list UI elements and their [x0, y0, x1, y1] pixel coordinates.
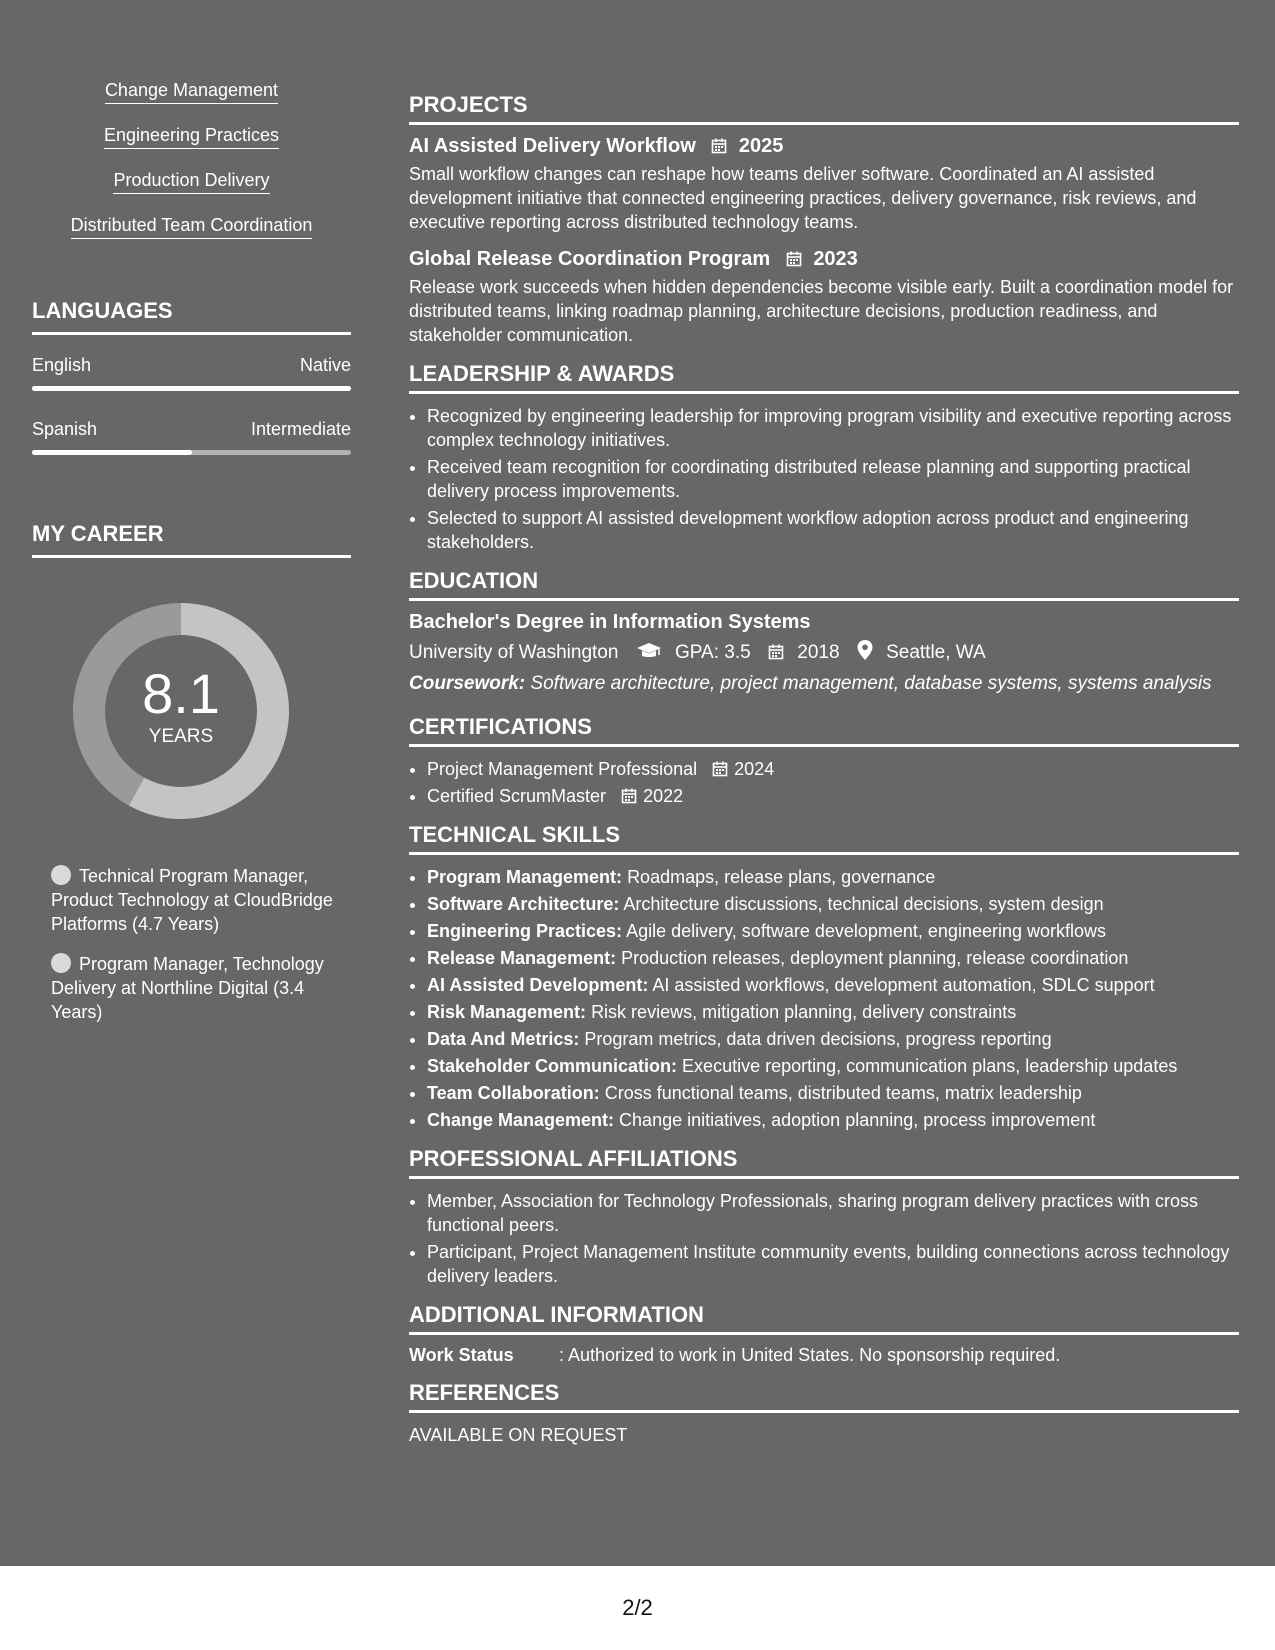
skill-item	[427, 1108, 1239, 1132]
skill-value: Executive reporting, communication plans, leadership updates	[682, 1056, 1178, 1076]
sidebar	[32, 80, 351, 1040]
project-description: Release work succeeds when hidden dependencies become visible early. Built a coordination model for distributed teams, linking roadmap planning, architecture decisions, production readiness, and stakeholder communication.	[409, 277, 1234, 345]
legend-dot-icon	[51, 953, 71, 973]
education-heading: EDUCATION	[409, 568, 1239, 601]
career-donut	[66, 596, 296, 826]
project-year: 2023	[813, 248, 858, 270]
language-bar	[32, 450, 351, 455]
certification-name: Certified ScrumMaster	[427, 786, 607, 806]
certification-item	[427, 757, 1239, 781]
page-number: 2/2	[0, 1566, 1275, 1650]
location-pin-icon	[857, 640, 873, 660]
project-year: 2025	[738, 135, 784, 157]
projects-heading: PROJECTS	[409, 92, 1239, 125]
certifications-heading: CERTIFICATIONS	[409, 714, 1239, 747]
certification-name: Project Management Professional	[427, 759, 698, 779]
skill-link[interactable]	[32, 125, 351, 170]
career-role-text: Program Manager, Technology Delivery at Northline Digital (3.4 Years)	[51, 954, 324, 1022]
skill-link-label: Production Delivery	[113, 170, 269, 194]
skill-label: Release Management:	[427, 948, 617, 968]
education-details	[409, 640, 1239, 664]
skill-item	[427, 973, 1239, 997]
technical-skills-list	[409, 865, 1239, 1132]
skill-label: Team Collaboration:	[427, 1083, 600, 1103]
skill-label: Risk Management:	[427, 1002, 587, 1022]
project-description: Small workflow changes can reshape how teams deliver software. Coordinated an AI assisted development initiative that connected engineering practices, delivery governance, risk reviews, and executive reporting across distributed technology teams.	[409, 164, 1197, 232]
skill-item	[427, 1000, 1239, 1024]
skill-link[interactable]	[32, 170, 351, 215]
skill-label: Data And Metrics:	[427, 1029, 580, 1049]
skill-link-label: Distributed Team Coordination	[71, 215, 313, 239]
coursework-label: Coursework:	[409, 673, 526, 694]
skill-value: Roadmaps, release plans, governance	[627, 867, 936, 887]
coursework	[409, 672, 1239, 696]
career-total-value: 8.1	[142, 662, 220, 725]
list-item: • Recognized by engineering leadership for improving program visibility and executive reporting across complex technology initiatives.	[427, 404, 1239, 452]
skill-label: AI Assisted Development:	[427, 975, 649, 995]
career-role	[51, 952, 336, 1024]
skill-value: Program metrics, data driven decisions, progress reporting	[584, 1029, 1052, 1049]
project-title: AI Assisted Delivery Workflow	[409, 135, 696, 157]
list-item: • Received team recognition for coordinating distributed release planning and supporting practical delivery process improvements.	[427, 455, 1239, 503]
affiliations-list	[409, 1189, 1239, 1288]
skill-value: Architecture discussions, technical decisions, system design	[623, 894, 1104, 914]
language-name: Spanish	[32, 419, 98, 439]
skill-label: Program Management:	[427, 867, 623, 887]
language-bar-fill	[32, 450, 192, 455]
references-text: AVAILABLE ON REQUEST	[409, 1425, 628, 1445]
project-item	[409, 135, 1239, 234]
degree-title: Bachelor's Degree in Information Systems	[409, 611, 811, 633]
career-roles	[51, 864, 336, 1024]
language-item	[32, 419, 351, 455]
skill-label: Stakeholder Communication:	[427, 1056, 678, 1076]
skill-value: AI assisted workflows, development automation, SDLC support	[652, 975, 1155, 995]
skill-label: Change Management:	[427, 1110, 615, 1130]
project-title: Global Release Coordination Program	[409, 248, 771, 270]
main-content	[409, 92, 1239, 1461]
skill-item	[427, 946, 1239, 970]
skill-value: Cross functional teams, distributed teams, matrix leadership	[604, 1083, 1082, 1103]
skill-item	[427, 892, 1239, 916]
career-role	[51, 864, 336, 936]
list-item: • Member, Association for Technology Professionals, sharing program delivery practices with cross functional peers.	[427, 1189, 1239, 1237]
calendar-icon	[786, 251, 802, 267]
career-role-text: Technical Program Manager, Product Technology at CloudBridge Platforms (4.7 Years)	[51, 866, 333, 934]
skill-value: Change initiatives, adoption planning, process improvement	[619, 1110, 1096, 1130]
skill-value: Risk reviews, mitigation planning, delivery constraints	[591, 1002, 1017, 1022]
skill-link[interactable]	[32, 215, 351, 260]
language-level: Native	[299, 355, 351, 375]
career-heading: MY CAREER	[32, 521, 351, 558]
skill-links	[32, 80, 351, 260]
skill-label: Software Architecture:	[427, 894, 620, 914]
skill-link-label: Engineering Practices	[104, 125, 279, 149]
project-item	[409, 248, 1239, 347]
skill-item	[427, 865, 1239, 889]
work-status-label: Work Status	[409, 1345, 514, 1365]
language-level: Intermediate	[250, 419, 351, 439]
graduation-year: 2018	[797, 642, 840, 663]
school-name: University of Washington	[409, 642, 619, 663]
language-name: English	[32, 355, 92, 375]
references-heading: REFERENCES	[409, 1380, 1239, 1413]
language-bar	[32, 386, 351, 391]
location: Seattle, WA	[886, 642, 986, 663]
skill-item	[427, 1027, 1239, 1051]
certifications-list	[409, 757, 1239, 808]
career-total-unit: YEARS	[148, 726, 214, 747]
graduation-cap-icon	[636, 642, 662, 660]
certification-year: 2022	[643, 786, 684, 806]
certification-item	[427, 784, 1239, 808]
skill-item	[427, 1054, 1239, 1078]
additional-info-heading: ADDITIONAL INFORMATION	[409, 1302, 1239, 1335]
leadership-heading: LEADERSHIP & AWARDS	[409, 361, 1239, 394]
calendar-icon	[768, 644, 784, 660]
certification-year: 2024	[734, 759, 775, 779]
language-bar-fill	[32, 386, 351, 391]
language-item	[32, 355, 351, 391]
languages-heading: LANGUAGES	[32, 298, 351, 335]
list-item: • Participant, Project Management Institute community events, building connections across technology delivery leaders.	[427, 1240, 1239, 1288]
skill-item	[427, 1081, 1239, 1105]
skill-label: Engineering Practices:	[427, 921, 623, 941]
skill-value: Production releases, deployment planning, release coordination	[621, 948, 1129, 968]
work-status	[409, 1345, 1239, 1366]
skill-value: Agile delivery, software development, engineering workflows	[626, 921, 1107, 941]
calendar-icon	[621, 788, 637, 804]
technical-skills-heading: TECHNICAL SKILLS	[409, 822, 1239, 855]
list-item: • Selected to support AI assisted development workflow adoption across product and engineering stakeholders.	[427, 506, 1239, 554]
skill-link[interactable]	[32, 80, 351, 125]
leadership-list	[409, 404, 1239, 554]
calendar-icon	[711, 138, 727, 154]
skill-item	[427, 919, 1239, 943]
skill-link-label: Change Management	[105, 80, 278, 104]
coursework-text: Software architecture, project management, database systems, systems analysis	[530, 673, 1212, 694]
gpa: GPA: 3.5	[675, 642, 751, 663]
calendar-icon	[712, 761, 728, 777]
work-status-value: : Authorized to work in United States. No sponsorship required.	[559, 1345, 1061, 1365]
legend-dot-icon	[51, 865, 71, 885]
affiliations-heading: PROFESSIONAL AFFILIATIONS	[409, 1146, 1239, 1179]
